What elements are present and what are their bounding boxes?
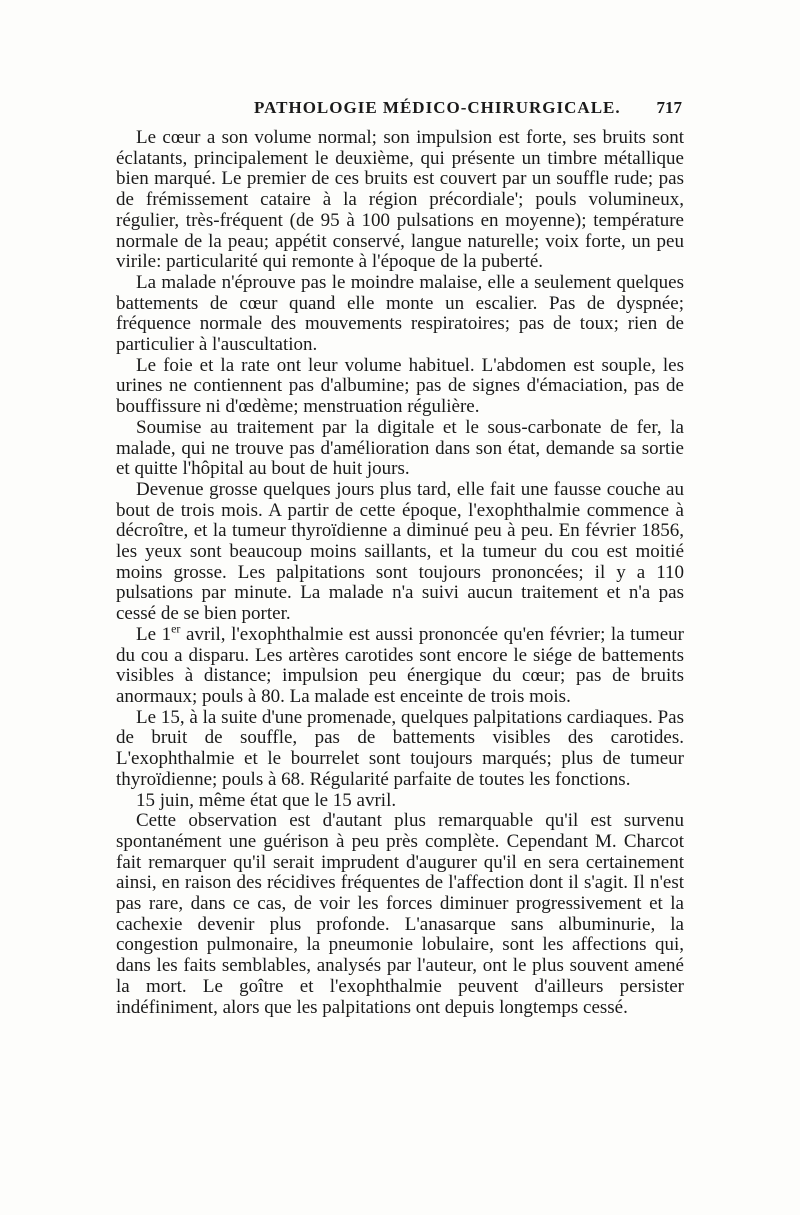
paragraph-april-1 [116, 621, 684, 708]
paragraph-april-15: Le 15, à la suite d'une promenade, quelques palpitations cardiaques. Pas de bruit de souffle, pas de battements visibles des carotides. L'exophthalmie et le bourrelet sont toujours marqués; plus de tumeur thyroïdienne; pouls à 68. Régularité parfaite de toutes les fonctions. [116, 706, 684, 790]
april-1-day: Le 1 [136, 623, 172, 645]
paragraph-conclusion: Cette observation est d'autant plus remarquable qu'il est survenu spontanément une guérison à peu près complète. Cependant M. Charcot fait remarquer qu'il serait imprudent d'augurer qu'il en sera certainement ainsi, en raison des récidives fréquentes de l'affection dont il s'agit. Il n'est pas rare, dans ce cas, de voir les forces diminuer progressivement et la cachexie devenir plus profonde. L'anasarque sans albuminurie, la congestion pulmonaire, la pneumonie lobulaire, sont les affections qui, dans les faits semblables, analysés par l'auteur, ont le plus souvent amené la mort. Le goître et l'exophthalmie peuvent d'ailleurs persister indéfiniment, alors que les palpitations ont depuis longtemps cessé. [116, 810, 684, 1018]
body-text [116, 128, 684, 1018]
page-header [116, 98, 684, 126]
paragraph-malaise: La malade n'éprouve pas le moindre malaise, elle a seulement quelques battements de cœur quand elle monte un escalier. Pas de dyspnée; fréquence normale des mouvements respiratoires; pas de toux; rien de particulier à l'auscultation. [116, 271, 684, 356]
page-number: 717 [656, 98, 682, 117]
paragraph-june-15: 15 juin, même état que le 15 avril. [136, 789, 397, 811]
paragraph-heart: Le cœur a son volume normal; son impulsion est forte, ses bruits sont éclatants, principalement le deuxième, qui présente un timbre métallique bien marqué. Le premier de ces bruits est couvert par un souffle rude; pas de frémissement cataire à la région précordiale'; pouls volumineux, régulier, très-fréquent (de 95 à 100 pulsations en moyenne); température normale de la peau; appétit conservé, langue naturelle; voix forte, un peu virile: particularité qui remonte à l'époque de la puberté. [116, 127, 684, 273]
paragraph-pregnancy: Devenue grosse quelques jours plus tard, elle fait une fausse couche au bout de trois mois. A partir de cette époque, l'exophthalmie commence à décroître, et la tumeur thyroïdienne a diminué peu à peu. En février 1856, les yeux sont beaucoup moins saillants, et la tumeur du cou est moitié moins grosse. Les palpitations sont toujours prononcées; il y a 110 pulsations par minute. La malade n'a suivi aucun traitement et n'a pas cessé de se bien porter. [116, 478, 684, 625]
paragraph-liver: Le foie et la rate ont leur volume habituel. L'abdomen est souple, les urines ne contiennent pas d'albumine; pas de signes d'émaciation, pas de bouffissure ni d'œdème; menstruation régulière. [116, 354, 684, 418]
paragraph-treatment: Soumise au traitement par la digitale et le sous-carbonate de fer, la malade, qui ne trouve pas d'amélioration dans son état, demande sa sortie et quitte l'hôpital au bout de huit jours. [116, 416, 684, 480]
april-1-text: avril, l'exophthalmie est aussi prononcée qu'en février; la tumeur du cou a disparu. Les artères carotides sont encore le siége de battements visibles à distance; impulsion peu énergique du cœur; pas de bruits anormaux; pouls à 80. La malade est enceinte de trois mois. [116, 623, 684, 707]
running-head: PATHOLOGIE MÉDICO-CHIRURGICALE. [254, 98, 621, 117]
april-1-ordinal: er [171, 621, 181, 636]
